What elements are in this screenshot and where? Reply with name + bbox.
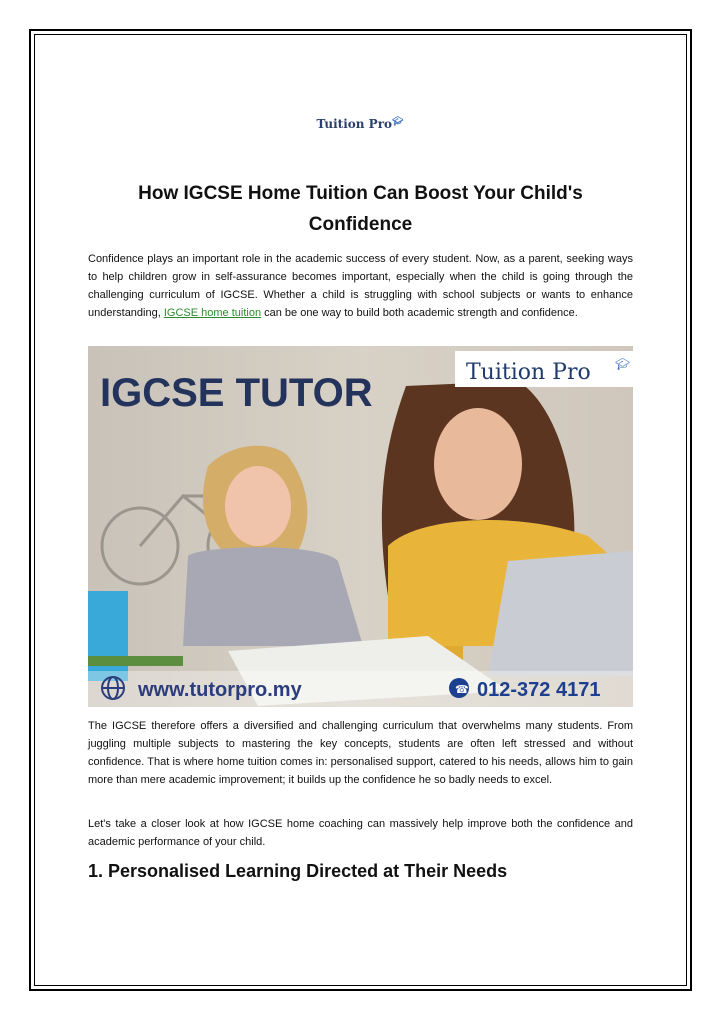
igcse-home-tuition-link[interactable]: IGCSE home tuition — [163, 307, 262, 319]
site-logo — [0, 117, 720, 131]
hero-image — [88, 346, 633, 707]
hero-brand: Tuition Pro — [466, 360, 591, 385]
intro-text-before-link: Confidence plays an important role in the academic success of every student. Now, as a parent, seeking ways to help children grow in self-assurance becomes important, especially when the child is going through the challenging curriculum of IGCSE. Whether a child is struggling with school subjects or wants to enhance understanding, — [88, 253, 633, 319]
hero-graduation-cap-icon: 🎓︎ — [615, 357, 631, 371]
girl-shirt — [183, 547, 363, 646]
book-spine — [88, 656, 183, 666]
books-icon — [88, 591, 128, 681]
section-heading-1: 1. Personalised Learning Directed at Their Needs — [88, 861, 508, 881]
intro-text-after-link: can be one way to build both academic strength and confidence. — [261, 307, 578, 319]
phone-glyph: ☎︎ — [455, 684, 469, 696]
paragraph-2: The IGCSE therefore offers a diversified and challenging curriculum that overwhelms many students. From juggling multiple subjects to mastering the key concepts, students are often left stressed and without confidence. That is where home tuition comes in: personalised support, catered to his needs, allows him to gain more than mere academic improvement; it builds up the confidence he so badly needs to excel. — [88, 720, 633, 786]
hero-phone: 012-372 4171 — [477, 679, 601, 701]
page-title: How IGCSE Home Tuition Can Boost Your Child's Confidence — [138, 183, 583, 235]
hero-headline: IGCSE TUTOR — [100, 371, 373, 415]
logo-text: Tuition Pro — [316, 117, 393, 131]
woman-face — [434, 408, 522, 520]
paragraph-3: Let's take a closer look at how IGCSE home coaching can massively help improve both the confidence and academic performance of your child. — [88, 818, 633, 848]
intro-paragraph — [88, 250, 633, 322]
hero-website: www.tutorpro.my — [138, 679, 302, 701]
girl-face — [225, 466, 291, 546]
laptop-icon — [488, 551, 633, 676]
graduation-cap-icon: 🎓︎ — [392, 117, 404, 127]
hero-illustration — [88, 346, 633, 707]
